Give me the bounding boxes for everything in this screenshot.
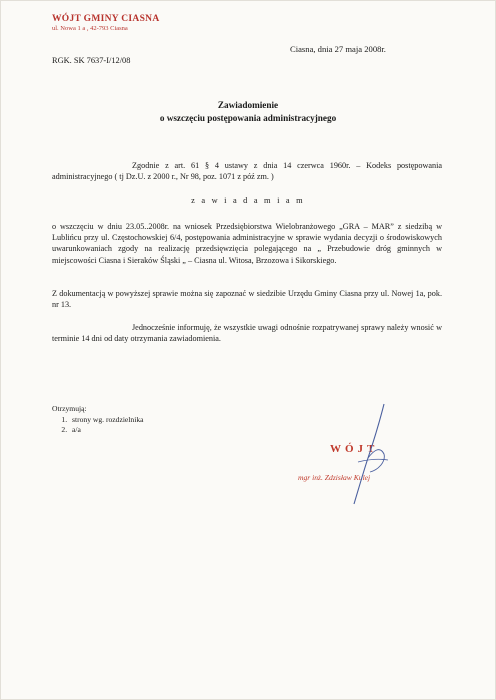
list-item: 2. a/a: [69, 425, 144, 436]
handwritten-signature: [340, 400, 400, 510]
stamp-office-name: WÓJT GMINY CIASNA: [52, 14, 160, 24]
signature-stamp-name: mgr inż. Zdzisław Kulej: [298, 473, 371, 482]
signature-stamp-role: WÓJT: [330, 443, 379, 455]
proceedings-paragraph: o wszczęciu w dniu 23.05..2008r. na wniosek Przedsiębiorstwa Wielobranżowego „GRA – MAR” z siedzibą w Lublińcu przy ul. Częstochowskiej 6/4, postępowania administracyjne w sprawie wydania decyzji o środowiskowych uwarunkowaniach zgody na realizację przedsięwzięcia polegającego na „ Przebudowie dróg gminnych w miejscowości Ciasna i Sieraków Śląski „ – Ciasna ul. Witosa, Brzozowa i Sikorskiego.: [52, 222, 442, 265]
recipients-label: Otrzymują:: [52, 404, 87, 413]
list-item: 1. strony wg. rozdzielnika: [69, 415, 144, 426]
document-title: [0, 99, 496, 125]
title-line-1: Zawiadomienie: [217, 100, 279, 110]
announcement-word: z a w i a d a m i a m: [191, 196, 305, 205]
stamp-address: ul. Nowa 1 a , 42-793 Ciasna: [52, 25, 128, 32]
documentation-paragraph: Z dokumentacją w powyższej sprawie można się zapoznać w siedzibie Urzędu Gminy Ciasna przy ul. Nowej 1a, pok. nr 13.: [52, 289, 442, 310]
recipients-list: [52, 415, 144, 436]
recipients-block: [52, 404, 144, 436]
signature-stroke-main: [354, 404, 384, 504]
reference-number: RGK. SK 7637-I/12/08: [52, 56, 131, 65]
office-stamp: [52, 14, 160, 32]
place-and-date: Ciasna, dnia 27 maja 2008r.: [290, 44, 386, 54]
legal-basis-paragraph: Zgodnie z art. 61 § 4 ustawy z dnia 14 czerwca 1960r. – Kodeks postępowania administracyjnego ( tj Dz.U. z 2000 r., Nr 98, poz. 1071 z póź zm. ): [52, 161, 442, 182]
comments-paragraph: Jednocześnie informuję, że wszystkie uwagi odnośnie rozpatrywanej sprawy należy wnosić w terminie 14 dni od daty otrzymania zawiadomienia.: [52, 323, 442, 344]
signature-stroke-loop: [368, 450, 384, 472]
title-line-2: o wszczęciu postępowania administracyjnego: [159, 113, 337, 123]
